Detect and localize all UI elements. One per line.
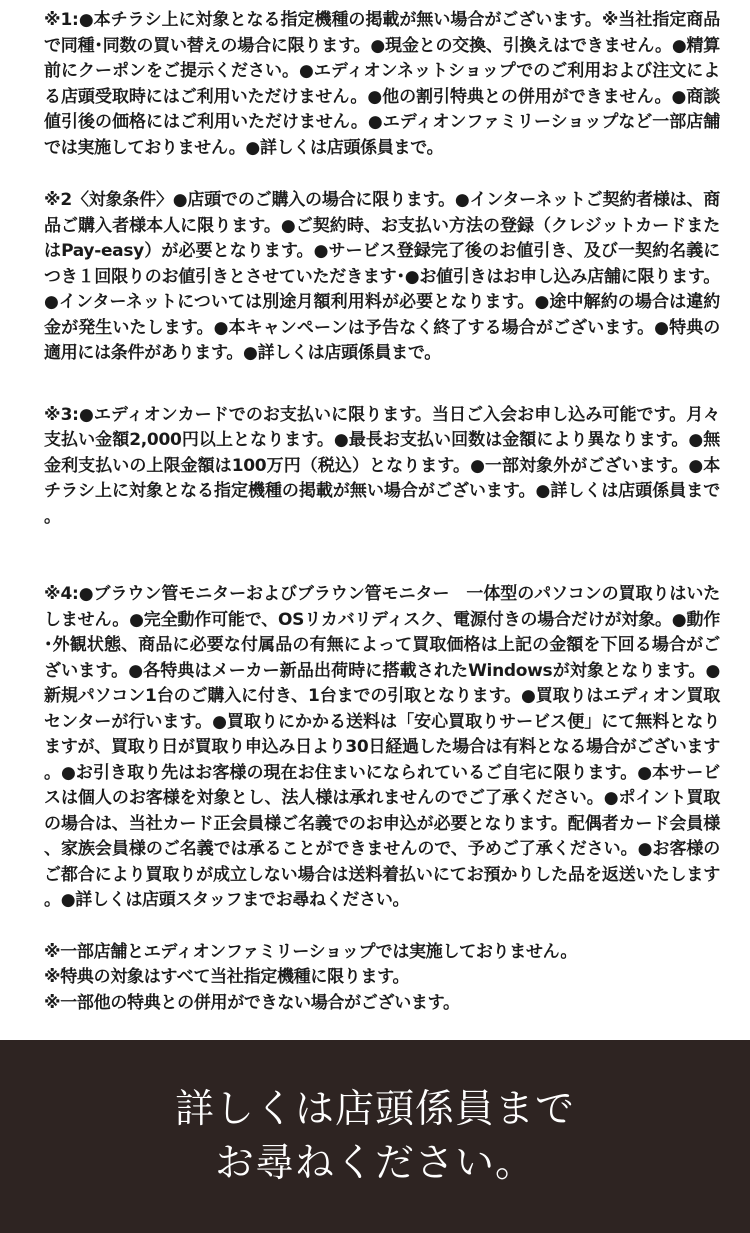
footnotes (44, 940, 720, 1017)
banner-line-2: お尋ねください。 (214, 1140, 535, 1186)
footnote-1: ※一部店舗とエディオンファミリーショップでは実施しておりません。 (44, 941, 578, 962)
note-3: ※3:●エディオンカードでのお支払いに限ります。当日ご入会お申し込み可能です。月々支払い金額2,000円以上となります。●最長お支払い回数は金額により異なります。●無金利支払いの上限金額は100万円（税込）となります。●一部対象外がございます。●本チラシ上に対象となる指定機種の掲載が無い場合がございます。●詳しくは店頭係員まで。 (44, 404, 720, 527)
note-2: ※2〈対象条件〉●店頭でのご購入の場合に限ります。●インターネットご契約者様は、商品ご購入者様本人に限ります。●ご契約時、お支払い方法の登録（クレジットカードまたはPay-easy）が必要となります。●サービス登録完了後のお値引き、及び一契約名義につき１回限りのお値引きとさせていただきます･●お値引きはお申し込み店舗に限ります。●インターネットについては別途月額利用料が必要となります。●途中解約の場合は違約金が発生いたします。●本キャンペーンは予告なく終了する場合がございます。●特典の適用には条件があります。●詳しくは店頭係員まで。 (44, 190, 720, 363)
footnote-2: ※特典の対象はすべて当社指定機種に限ります。 (44, 967, 410, 987)
note-4: ※4:●ブラウン管モニターおよびブラウン管モニター 一体型のパソコンの買取りはいたしません。●完全動作可能で、OSリカバリディスク、電源付きの場合だけが対象。●動作･外観状態、商品に必要な付属品の有無によって買取価格は上記の金額を下回る場合がございます。●各特典はメーカー新品出荷時に搭載されたWindowsが対象となります。●新規パソコン1台のご購入に付き、1台までの引取となります。●買取りはエディオン買取センターが行います。●買取りにかかる送料は「安心買取りサービス便」にて無料となりますが、買取り日が買取り申込み日より30日経過した場合は有料となる場合がございます。●お引き取り先はお客様の現在お住まいになられているご自宅に限ります。●本サービスは個人のお客様を対象とし、法人様は承れませんのでご了承ください。●ポイント買取の場合は、当社カード正会員様ご名義でのお申込が必要となります。配偶者カード会員様、家族会員様のご名義では承ることができませんので、予めご了承ください。●お客様のご都合により買取りが成立しない場合は送料着払いにてお預かりした品を返送いたします。●詳しくは店頭スタッフまでお尋ねください。 (44, 584, 720, 910)
notes-section (44, 8, 720, 1016)
footnote-3: ※一部他の特典との併用ができない場合がございます。 (44, 992, 460, 1013)
contact-banner (0, 1040, 750, 1233)
note-1: ※1:●本チラシ上に対象となる指定機種の掲載が無い場合がございます。※当社指定商品で同種･同数の買い替えの場合に限ります。●現金との交換、引換えはできません。●精算前にクーポンをご提示ください。●エディオンネットショップでのご利用および注文による店頭受取時にはご利用いただけません。●他の割引特典との併用ができません。●商談値引後の価格にはご利用いただけません。●エディオンファミリーショップなど一部店舗では実施しておりません。●詳しくは店頭係員まで。 (44, 10, 720, 158)
banner-line-1: 詳しくは店頭係員まで (174, 1086, 575, 1132)
